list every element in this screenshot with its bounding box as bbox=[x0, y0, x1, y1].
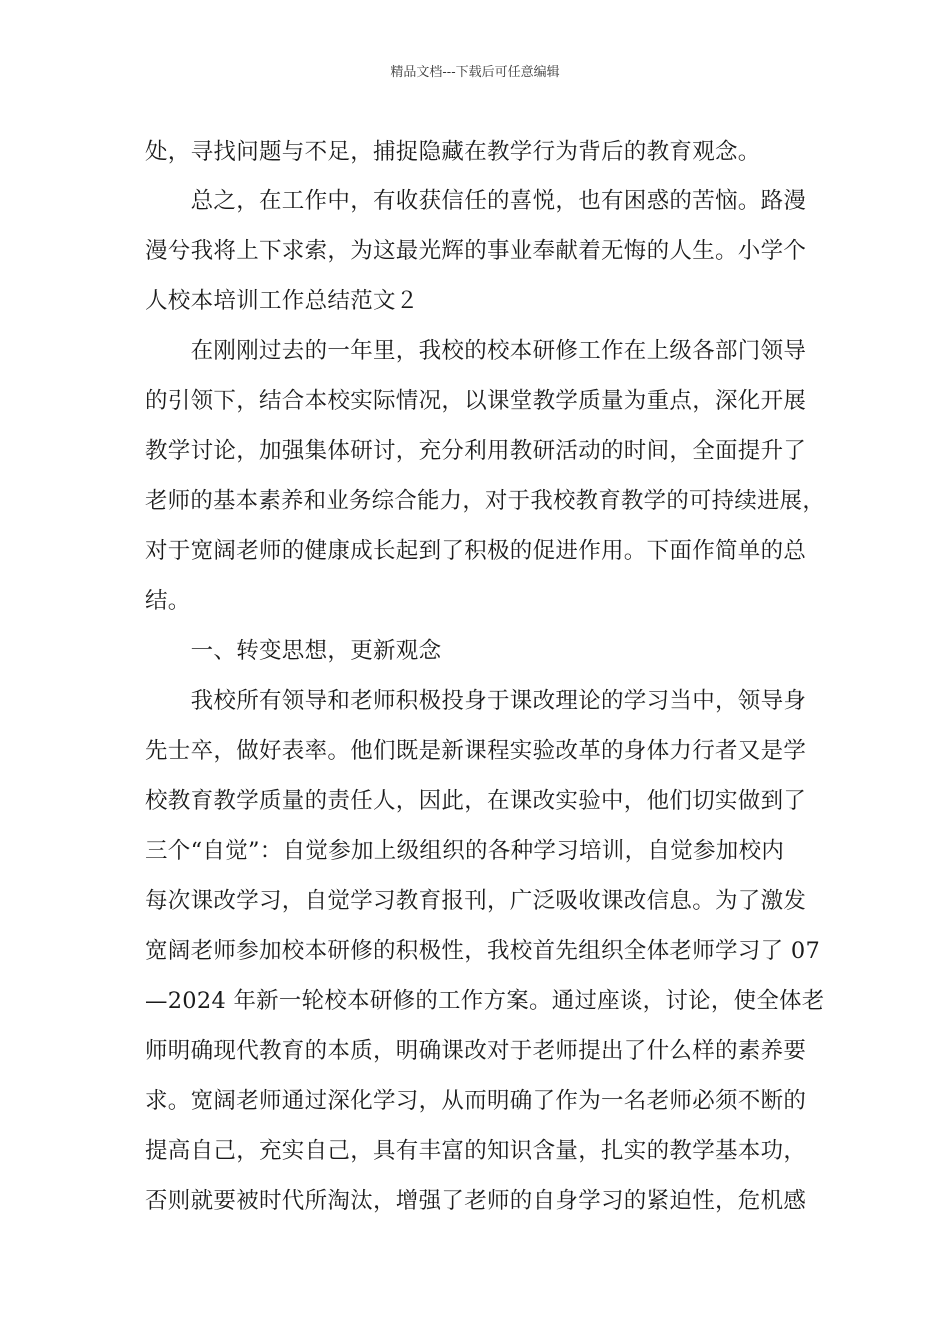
text-line: 提高自己，充实自己，具有丰富的知识含量，扎实的教学基本功， bbox=[145, 1138, 807, 1164]
text-line: 宽阔老师参加校本研修的积极性，我校首先组织全体老师学习了 07 bbox=[145, 938, 821, 964]
section-heading: 一、转变思想，更新观念 bbox=[145, 638, 442, 664]
text-line: 结。 bbox=[145, 588, 191, 614]
text-line: 教学讨论，加强集体研讨，充分利用教研活动的时间，全面提升了 bbox=[145, 438, 807, 464]
text-line: 对于宽阔老师的健康成长起到了积极的促进作用。下面作简单的总 bbox=[145, 538, 807, 564]
text-line: 求。宽阔老师通过深化学习，从而明确了作为一名老师必须不断的 bbox=[145, 1088, 807, 1114]
text-line: 总之，在工作中，有收获信任的喜悦，也有困惑的苦恼。路漫 bbox=[145, 188, 807, 214]
text-line: 师明确现代教育的本质，明确课改对于老师提出了什么样的素养要 bbox=[145, 1038, 807, 1064]
text-line: 每次课改学习，自觉学习教育报刊，广泛吸收课改信息。为了激发 bbox=[145, 888, 807, 914]
text-line: 处，寻找问题与不足，捕捉隐藏在教学行为背后的教育观念。 bbox=[145, 139, 761, 165]
text-line: 老师的基本素养和业务综合能力，对于我校教育教学的可持续进展， bbox=[145, 488, 826, 514]
text-line: 人校本培训工作总结范文２ bbox=[145, 288, 419, 314]
text-line: —2024 年新一轮校本研修的工作方案。通过座谈，讨论，使全体老 bbox=[145, 988, 825, 1014]
text-line: 校教育教学质量的责任人，因此，在课改实验中，他们切实做到了 bbox=[145, 788, 807, 814]
text-line: 我校所有领导和老师积极投身于课改理论的学习当中，领导身 bbox=[145, 688, 807, 714]
text-line: 漫兮我将上下求索，为这最光辉的事业奉献着无悔的人生。小学个 bbox=[145, 238, 807, 264]
text-line: 三个“自觉”：自觉参加上级组织的各种学习培训，自觉参加校内 bbox=[145, 838, 785, 864]
page-header: 精品文档---下载后可任意编辑 bbox=[390, 65, 560, 80]
text-line: 否则就要被时代所淘汰，增强了老师的自身学习的紧迫性，危机感 bbox=[145, 1188, 807, 1214]
text-line: 在刚刚过去的一年里，我校的校本研修工作在上级各部门领导 bbox=[145, 338, 807, 364]
text-line: 先士卒，做好表率。他们既是新课程实验改革的身体力行者又是学 bbox=[145, 738, 807, 764]
text-line: 的引领下，结合本校实际情况，以课堂教学质量为重点，深化开展 bbox=[145, 388, 807, 414]
